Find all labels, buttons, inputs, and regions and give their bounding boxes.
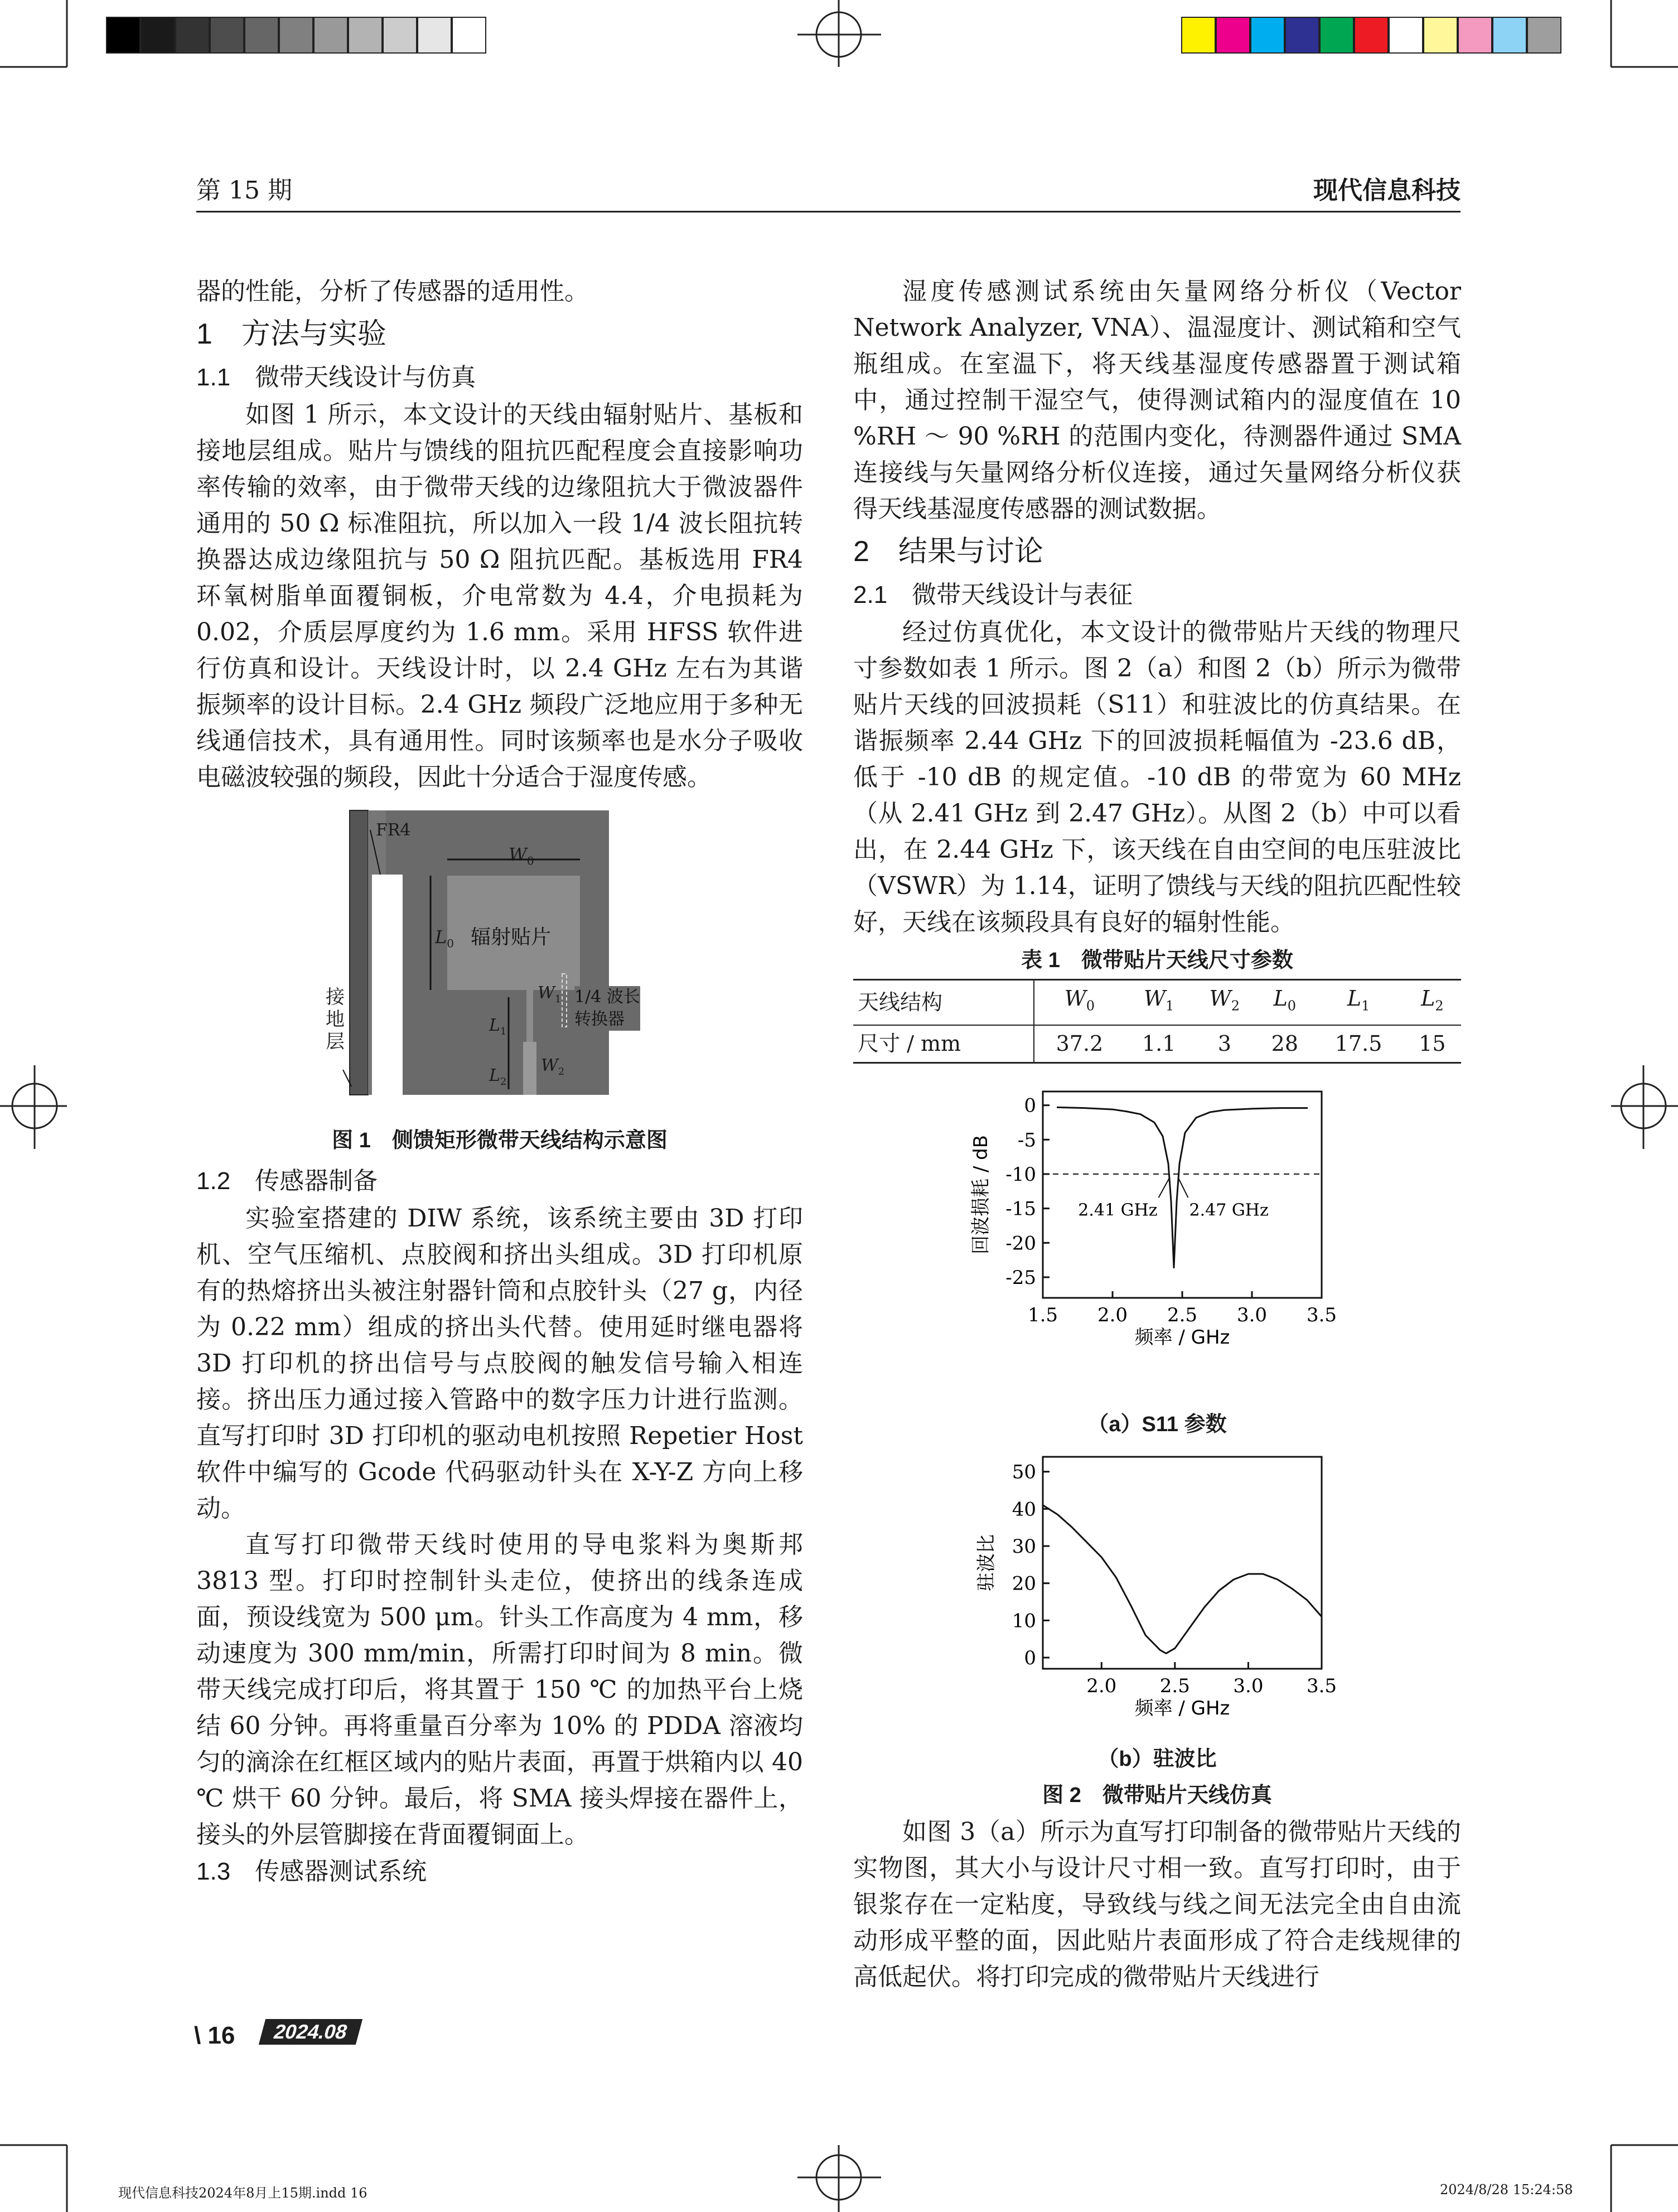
frequency-annotation: 2.41 GHz — [1078, 1200, 1158, 1220]
quarter-wave-label: 1/4 波长 转换器 — [574, 986, 640, 1031]
table-header-cell: $W_1$ — [1125, 980, 1193, 1025]
table-cell: 37.2 — [1034, 1025, 1125, 1063]
y-tick-label: -15 — [1005, 1197, 1036, 1220]
table-header-cell: $L_2$ — [1404, 980, 1461, 1025]
x-tick-label: 3.5 — [1306, 1674, 1337, 1697]
subsection-heading: 1.3 传感器测试系统 — [196, 1858, 427, 1885]
subsection-heading: 1.1 微带天线设计与仿真 — [196, 364, 476, 391]
y-tick-label: 50 — [1012, 1461, 1036, 1484]
registration-mark-left — [0, 1065, 67, 1149]
color-swatch — [244, 17, 279, 54]
right-column — [853, 273, 1461, 1995]
paragraph: 器的性能，分析了传感器的适用性。 — [196, 277, 589, 306]
y-tick-label: 40 — [1012, 1498, 1036, 1520]
x-axis-label: 频率 / GHz — [1134, 1326, 1230, 1349]
table-cell: 28 — [1256, 1025, 1313, 1063]
color-swatch — [1216, 17, 1250, 54]
l2-label: $L_2$ — [489, 1066, 507, 1088]
section-heading: 2 结果与讨论 — [853, 535, 1043, 568]
y-tick-label: -5 — [1017, 1128, 1036, 1151]
color-swatch — [1354, 17, 1389, 54]
color-swatch — [106, 17, 141, 54]
color-swatch-strip — [1181, 0, 1571, 56]
figure-2b — [853, 1451, 1461, 1741]
table-row — [853, 1025, 1461, 1063]
plot-frame — [1043, 1091, 1322, 1298]
print-timestamp: 2024/8/28 15:24:58 — [1440, 2182, 1573, 2197]
l0-label: $L_0$ — [435, 926, 454, 950]
y-tick-label: -20 — [1005, 1231, 1036, 1254]
patch-label: 辐射贴片 — [471, 926, 552, 949]
table-header-cell: $W_2$ — [1193, 980, 1256, 1025]
subsection-heading: 2.1 微带天线设计与表征 — [853, 581, 1133, 608]
color-swatch — [1250, 17, 1285, 54]
print-file-name: 现代信息科技2024年8月上15期.indd 16 — [118, 2185, 367, 2201]
color-swatch — [141, 17, 175, 54]
table-cell: 15 — [1404, 1025, 1461, 1063]
y-tick-label: 0 — [1024, 1646, 1036, 1669]
color-swatch — [279, 17, 313, 54]
x-tick-label: 1.5 — [1027, 1303, 1058, 1326]
figure-2-caption: 图 2 微带贴片天线仿真 — [1042, 1783, 1272, 1807]
table-row-label: 尺寸 / mm — [853, 1025, 1034, 1063]
color-swatch — [1423, 17, 1458, 54]
color-swatch — [210, 17, 244, 54]
x-tick-label: 2.5 — [1159, 1674, 1190, 1697]
w2-label: $W_2$ — [541, 1056, 565, 1078]
w1-label: $W_1$ — [538, 983, 562, 1005]
ground-layer-label: 接 地 层 — [326, 986, 345, 1053]
x-axis-label: 频率 / GHz — [1134, 1697, 1230, 1720]
series-line — [1043, 1505, 1322, 1653]
color-swatch — [417, 17, 452, 54]
y-tick-label: 30 — [1012, 1535, 1036, 1558]
paragraph: 湿度传感测试系统由矢量网络分析仪（Vector Network Analyzer, VNA）、温湿度计、测试箱和空气瓶组成。在室温下，将天线基湿度传感器置于测试箱中，通过控制干湿空气，使得测试箱内的湿度值在 10 %RH ～ 90 %RH 的范围内变化，待测器件通过 SMA 连接线与矢量网络分析仪连接，通过矢量网络分析仪获得天线基湿度传感器的测试数据。 — [853, 277, 1461, 523]
x-tick-label: 2.0 — [1086, 1674, 1117, 1697]
fr4-label: FR4 — [376, 820, 411, 840]
paragraph: 如图 1 所示，本文设计的天线由辐射贴片、基板和接地层组成。贴片与馈线的阻抗匹配程度会直接影响功率传输的效率，由于微带天线的边缘阻抗大于微波器件通用的 50 Ω 标准阻抗，所以加入一段 1/4 波长阻抗转换器达成边缘阻抗与 50 Ω 阻抗匹配。基板选用 FR4 环氧树脂单面覆铜板，介电常数为 4.4，介电损耗为 0.02，介质层厚度约为 1.6 mm。采用 HFSS 软件进行仿真和设计。天线设计时，以 2.4 GHz 左右为其谐振频率的设计目标。2.4 GHz 频段广泛地应用于多种无线通信技术，具有通用性。同时该频率也是水分子吸收电磁波较强的频段，因此十分适合于湿度传感。 — [196, 400, 803, 791]
figure-2b-subcaption: （b）驻波比 — [1097, 1747, 1217, 1771]
color-swatch — [313, 17, 348, 54]
frequency-annotation: 2.47 GHz — [1189, 1200, 1269, 1220]
color-swatch — [1285, 17, 1319, 54]
figure-2a-subcaption: （a）S11 参数 — [1087, 1412, 1227, 1436]
table-cell: 1.1 — [1125, 1025, 1193, 1063]
section-heading: 1 方法与实验 — [196, 318, 386, 350]
x-tick-label: 2.5 — [1167, 1303, 1198, 1326]
running-header-journal: 现代信息科技 — [1313, 177, 1461, 204]
gray-swatch-strip — [106, 0, 496, 56]
y-tick-label: 10 — [1012, 1609, 1036, 1632]
left-column — [196, 273, 803, 1891]
table-cell: 17.5 — [1313, 1025, 1403, 1063]
y-tick-label: 0 — [1024, 1094, 1036, 1117]
figure-1 — [196, 808, 803, 1123]
color-swatch — [1181, 17, 1216, 54]
table-header-cell: $L_0$ — [1256, 980, 1313, 1025]
table-row — [853, 980, 1461, 1025]
annotation-arrow — [1178, 1177, 1188, 1197]
x-tick-label: 3.0 — [1233, 1674, 1264, 1697]
paragraph: 直写打印微带天线时使用的导电浆料为奥斯邦 3813 型。打印时控制针头走位，使挤出的线条连成面，预设线宽为 500 μm。针头工作高度为 4 mm，移动速度为 300 mm/min，所需打印时间为 8 min。微带天线完成打印后，将其置于 150 ℃ 的加热平台上烧结 60 分钟。再将重量百分率为 10% 的 PDDA 溶液均匀的滴涂在红框区域内的贴片表面，再置于烘箱内以 40 ℃ 烘干 60 分钟。最后，将 SMA 接头焊接在器件上，接头的外层管脚接在背面覆铜面上。 — [196, 1530, 803, 1849]
color-swatch — [1458, 17, 1492, 54]
registration-mark-bottom — [797, 2145, 881, 2212]
figure-2a — [853, 1083, 1461, 1407]
x-tick-label: 3.0 — [1236, 1303, 1268, 1326]
paragraph: 经过仿真优化，本文设计的微带贴片天线的物理尺寸参数如表 1 所示。图 2（a）和图 2（b）所示为微带贴片天线的回波损耗（S11）和驻波比的仿真结果。在谐振频率 2.44 GHz 下的回波损耗幅值为 -23.6 dB，低于 -10 dB 的规定值。-10 dB 的带宽为 60 MHz（从 2.41 GHz 到 2.47 GHz）。从图 2（b）中可以看出，在 2.44 GHz 下，该天线在自由空间的电压驻波比（VSWR）为 1.14，证明了馈线与天线的阻抗匹配性较好，天线在该频段具有良好的辐射性能。 — [853, 618, 1461, 936]
vswr-chart — [853, 1451, 1461, 1741]
annotation-arrow — [1159, 1177, 1170, 1197]
table-1-caption: 表 1 微带贴片天线尺寸参数 — [1021, 949, 1293, 972]
color-swatch — [1527, 17, 1561, 54]
subsection-heading: 1.2 传感器制备 — [196, 1167, 378, 1195]
table-cell: 3 — [1193, 1025, 1256, 1063]
color-swatch — [1492, 17, 1527, 54]
x-tick-label: 3.5 — [1306, 1303, 1337, 1326]
table-row-label: 天线结构 — [853, 980, 1034, 1025]
color-swatch — [348, 17, 383, 54]
page-number: \ 16 — [194, 2022, 235, 2049]
table-header-cell: $L_1$ — [1313, 980, 1403, 1025]
y-axis-label: 回波损耗 / dB — [970, 1134, 992, 1254]
y-tick-label: 20 — [1012, 1572, 1036, 1595]
y-tick-label: -25 — [1005, 1266, 1036, 1289]
s11-chart — [853, 1083, 1461, 1407]
paragraph: 如图 3（a）所示为直写打印制备的微带贴片天线的实物图，其大小与设计尺寸相一致。直写打印时，由于银浆存在一定粘度，导致线与线之间无法完全由自由流动形成平整的面，因此贴片表面形成了符合走线规律的高低起伏。将打印完成的微带贴片天线进行 — [853, 1817, 1461, 1991]
color-swatch — [452, 17, 486, 54]
table-header-cell: $W_0$ — [1034, 980, 1125, 1025]
y-axis-label: 驻波比 — [975, 1534, 998, 1591]
header-rule — [196, 211, 1461, 212]
running-header-issue: 第 15 期 — [196, 176, 292, 205]
l1-label: $L_1$ — [489, 1016, 507, 1037]
color-swatch — [383, 17, 417, 54]
date-badge: 2024.08 — [259, 2019, 362, 2045]
registration-mark-right — [1611, 1065, 1678, 1149]
w0-label: $W_0$ — [509, 844, 534, 868]
table-1 — [853, 979, 1461, 1064]
color-swatch — [175, 17, 210, 54]
figure-1-caption: 图 1 侧馈矩形微带天线结构示意图 — [332, 1129, 668, 1152]
color-swatch — [1319, 17, 1354, 54]
color-swatch — [1389, 17, 1423, 54]
series-line — [1057, 1107, 1308, 1267]
y-tick-label: -10 — [1005, 1163, 1036, 1186]
registration-mark-top — [797, 0, 881, 67]
paragraph: 实验室搭建的 DIW 系统，该系统主要由 3D 打印机、空气压缩机、点胶阀和挤出头组成。3D 打印机原有的热熔挤出头被注射器针筒和点胶针头（27 g，内径为 0.22 mm）组成的挤出头代替。使用延时继电器将 3D 打印机的挤出信号与点胶阀的触发信号输入相连接。挤出压力通过接入管路中的数字压力计进行监测。直写打印时 3D 打印机的驱动电机按照 Repetier Host 软件中编写的 Gcode 代码驱动针头在 X-Y-Z 方向上移动。 — [196, 1204, 803, 1523]
x-tick-label: 2.0 — [1097, 1303, 1128, 1326]
